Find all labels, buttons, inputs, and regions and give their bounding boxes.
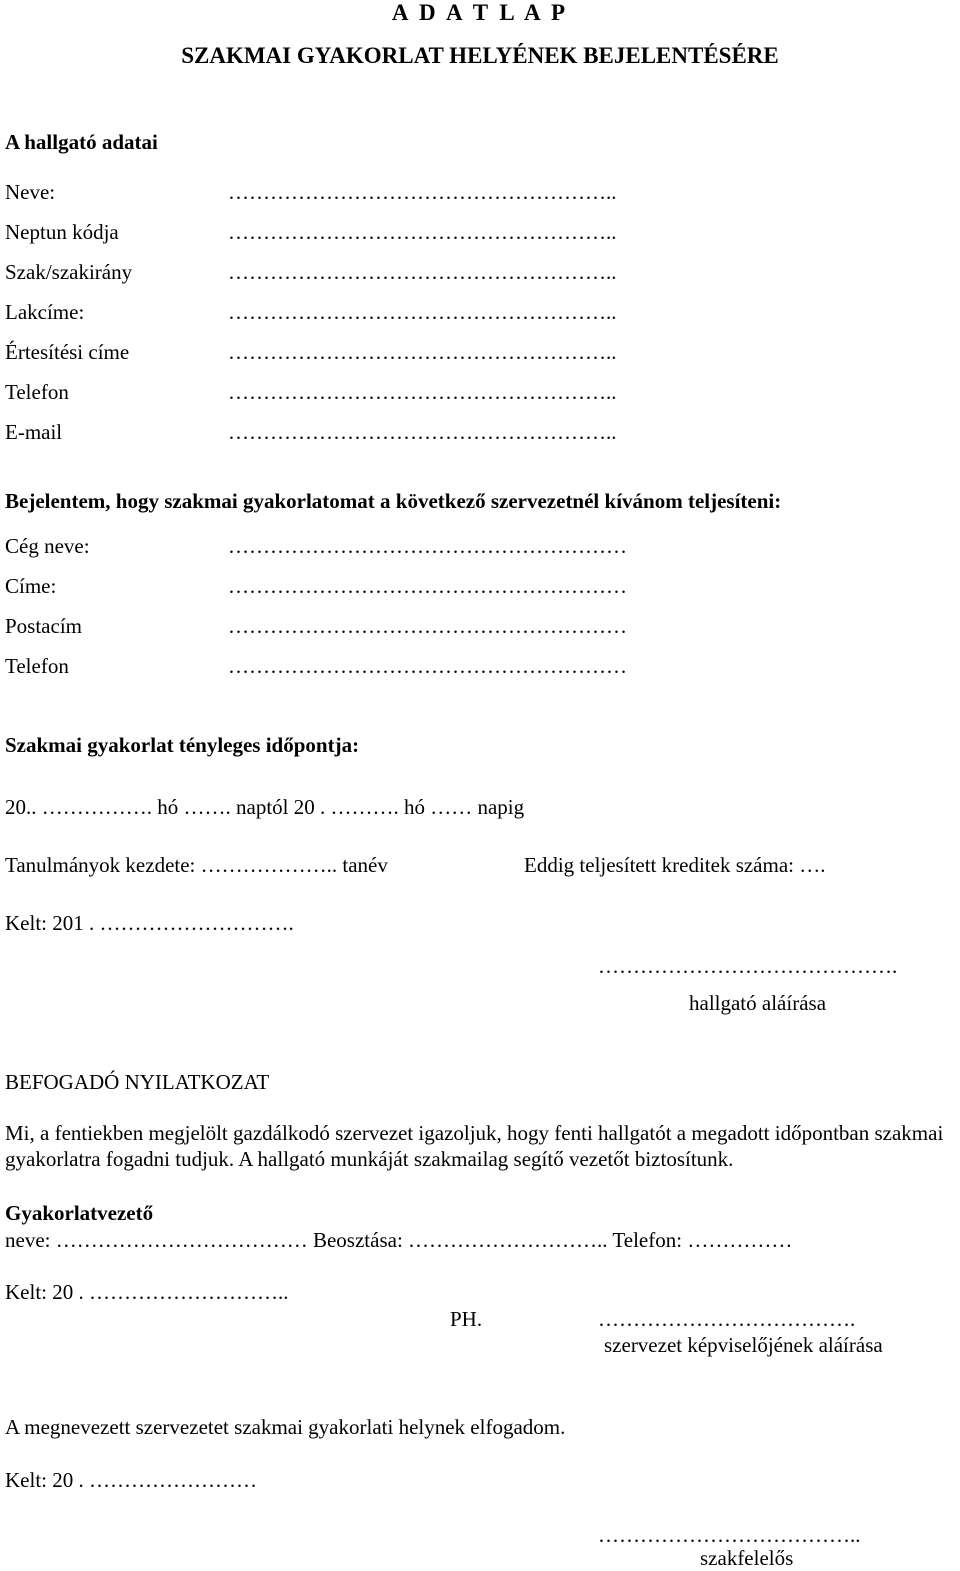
field-label-name: Neve: (5, 180, 56, 204)
field-value-neptun[interactable]: ……………………………………………….. (228, 220, 617, 244)
credits-line[interactable]: Eddig teljesített kreditek száma: …. (524, 853, 826, 877)
student-date-line[interactable]: Kelt: 201 . ………………………. (5, 911, 294, 935)
advisor-signature-label: szakfelelős (700, 1546, 794, 1570)
period-date-line[interactable]: 20.. ……………. hó ……. naptól 20 . ………. hó …… napig (5, 795, 525, 819)
student-signature-dots[interactable]: ……………………………………. (598, 954, 898, 978)
declaration-text: Mi, a fentiekben megjelölt gazdálkodó szervezet igazoljuk, hogy fenti hallgatót a megadott időpontban szakmai gyakorlatra fogadni tudjuk. A hallgató munkáját szakmailag segítő vezetőt biztosítunk. (5, 1121, 944, 1171)
field-value-company-phone[interactable]: ………………………………………………… (228, 654, 627, 678)
stamp-label: PH. (450, 1307, 483, 1331)
supervisor-line[interactable]: neve: ……………………………… Beosztása: ……………………….. Telefon: …………… (5, 1228, 793, 1252)
field-label-company-phone: Telefon (5, 654, 69, 678)
document-title: A D A T L A P (391, 0, 569, 25)
field-value-company-postal[interactable]: ………………………………………………… (228, 614, 627, 638)
field-label-major: Szak/szakirány (5, 260, 133, 284)
field-value-mailing-address[interactable]: ……………………………………………….. (228, 340, 617, 364)
field-value-email[interactable]: ……………………………………………….. (228, 420, 617, 444)
declaration-date-line[interactable]: Kelt: 20 . ……………………….. (5, 1280, 289, 1304)
field-label-company-postal: Postacím (5, 614, 82, 638)
field-value-company-name[interactable]: ………………………………………………… (228, 534, 627, 558)
period-heading: Szakmai gyakorlat tényleges időpontja: (5, 733, 360, 757)
field-label-company-address: Címe: (5, 574, 57, 598)
advisor-signature-dots[interactable]: ……………………………….. (598, 1523, 861, 1547)
declaration-heading: BEFOGADÓ NYILATKOZAT (5, 1070, 270, 1094)
organization-signature-dots[interactable]: ………………………………. (598, 1307, 856, 1331)
field-value-phone[interactable]: ……………………………………………….. (228, 380, 617, 404)
field-label-email: E-mail (5, 420, 63, 444)
field-value-major[interactable]: ……………………………………………….. (228, 260, 617, 284)
company-section-heading: Bejelentem, hogy szakmai gyakorlatomat a következő szervezetnél kívánom teljesíteni: (5, 489, 782, 513)
field-value-address[interactable]: ……………………………………………….. (228, 300, 617, 324)
field-value-company-address[interactable]: ………………………………………………… (228, 574, 627, 598)
field-label-mailing-address: Értesítési címe (5, 340, 130, 364)
acceptance-text: A megnevezett szervezetet szakmai gyakorlati helynek elfogadom. (5, 1415, 566, 1439)
field-label-phone: Telefon (5, 380, 69, 404)
studies-start-line[interactable]: Tanulmányok kezdete: ……………….. tanév (5, 853, 388, 877)
field-label-company-name: Cég neve: (5, 534, 90, 558)
field-label-address: Lakcíme: (5, 300, 85, 324)
field-label-neptun: Neptun kódja (5, 220, 119, 244)
student-signature-label: hallgató aláírása (689, 991, 827, 1015)
document-subtitle: SZAKMAI GYAKORLAT HELYÉNEK BEJELENTÉSÉRE (181, 43, 779, 68)
supervisor-heading: Gyakorlatvezető (5, 1201, 154, 1225)
field-value-name[interactable]: ……………………………………………….. (228, 180, 617, 204)
student-section-heading: A hallgató adatai (5, 130, 158, 154)
organization-signature-label: szervezet képviselőjének aláírása (604, 1333, 883, 1357)
acceptance-date-line[interactable]: Kelt: 20 . …………………… (5, 1468, 257, 1492)
